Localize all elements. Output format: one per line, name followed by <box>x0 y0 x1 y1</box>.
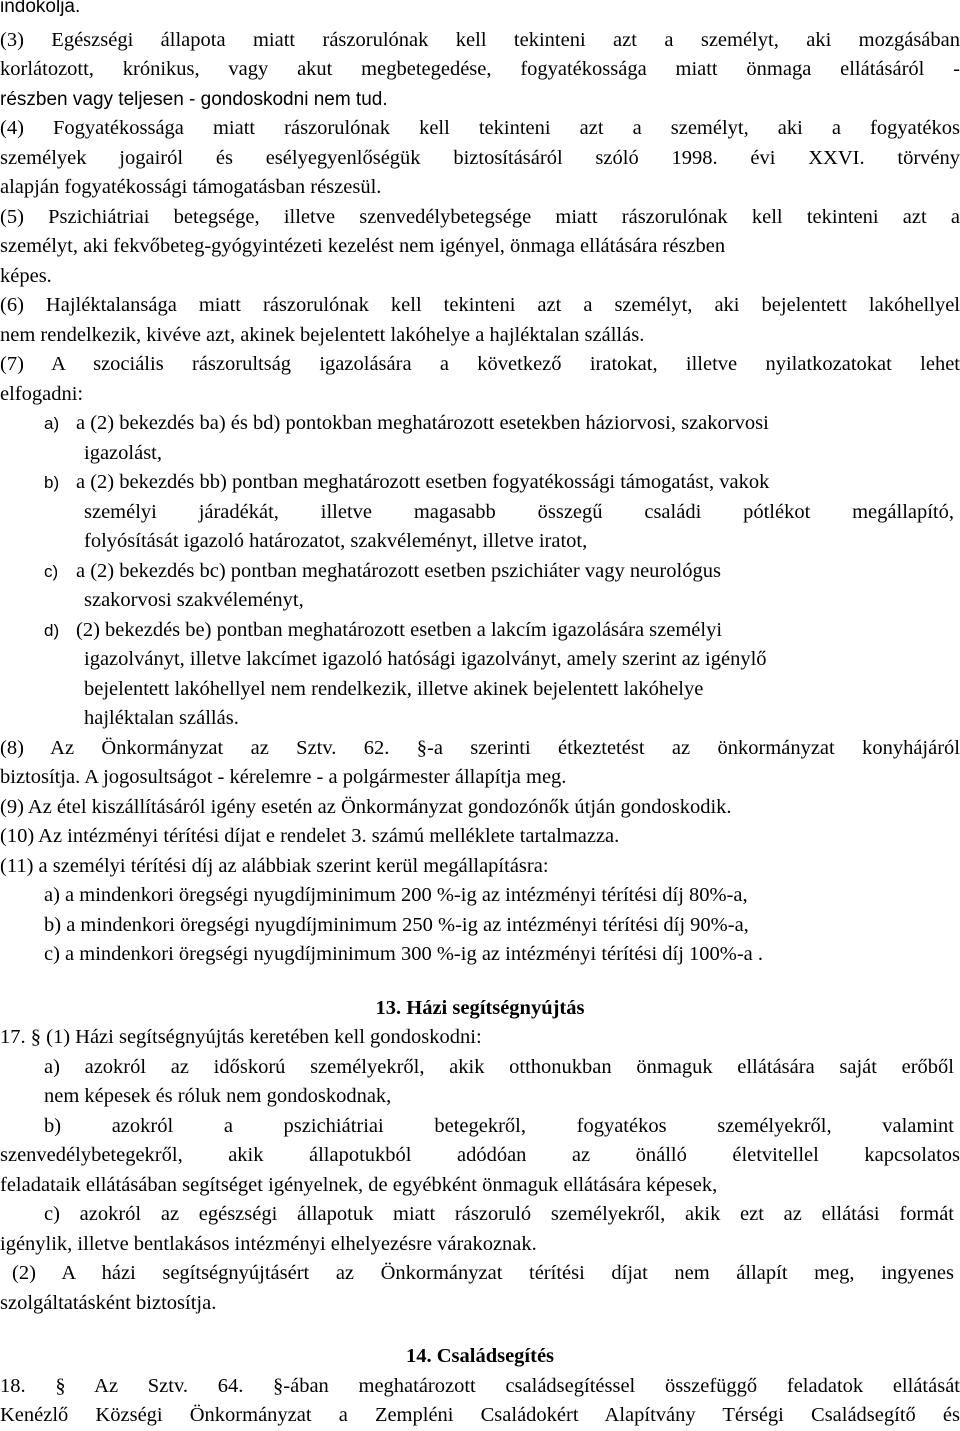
list-item-line: szakorvosi szakvéleményt, <box>84 589 304 611</box>
paragraph-8-line: (8) Az Önkormányzat az Sztv. 62. §-a szerinti étkeztetést az önkormányzat konyhájáról <box>0 737 960 759</box>
list-label: c) <box>44 562 59 581</box>
section-heading-14: 14. Családsegítés <box>405 1345 555 1367</box>
list-item-text: (2) bekezdés be) pontban meghatározott esetben a lakcím igazolására személyi <box>76 619 723 641</box>
paragraph-8-line: biztosítja. A jogosultságot - kérelemre - a polgármester állapítja meg. <box>0 766 567 788</box>
section-17-line: szenvedélybetegekről, akik állapotukból adódóan az önálló életvitellel kapcsolatos <box>0 1144 960 1166</box>
section-17-line: (2) A házi segítségnyújtásért az Önkormányzat térítési díjat nem állapít meg, ingyenes <box>12 1262 954 1284</box>
paragraph-5-line: személyt, aki fekvőbeteg-gyógyintézeti kezelést nem igényel, önmaga ellátására részben <box>0 235 726 257</box>
section-18-line: Kenézlő Községi Önkormányzat a Zempléni Családokért Alapítvány Térségi Családsegítő és <box>0 1404 960 1426</box>
paragraph-6-line: nem rendelkezik, kivéve azt, akinek bejelentett lakóhelye a hajléktalan szállás. <box>0 324 645 346</box>
section-17-line: c) azokról az egészségi állapotuk miatt rászoruló személyekről, akik ezt az ellátási formát <box>44 1203 954 1225</box>
paragraph-9-line: (9) Az étel kiszállításáról igény esetén az Önkormányzat gondozónők útján gondoskodik. <box>0 796 732 818</box>
list-item-line: igazolványt, illetve lakcímet igazoló hatósági igazolványt, amely szerint az igénylő <box>84 648 767 670</box>
section-17-line: igénylik, illetve bentlakásos intézményi elhelyezésre várakoznak. <box>0 1233 537 1255</box>
list-item-a <box>44 409 954 439</box>
list-item-c <box>44 557 954 587</box>
fee-item-b: b) a mindenkori öregségi nyugdíjminimum 250 %-ig az intézményi térítési díj 90%-a, <box>44 914 749 936</box>
paragraph-4-line: (4) Fogyatékossága miatt rászorulónak kell tekinteni azt a személyt, aki a fogyatékos <box>0 117 960 139</box>
paragraph-7-line: (7) A szociális rászorultság igazolására a következő iratokat, illetve nyilatkozatokat lehet <box>0 353 960 375</box>
section-17-line: 17. § (1) Házi segítségnyújtás keretében kell gondoskodni: <box>0 1026 482 1048</box>
list-label: b) <box>44 473 60 492</box>
paragraph-5-line: (5) Pszichiátriai betegsége, illetve szenvedélybetegsége miatt rászorulónak kell tekinteni azt a <box>0 206 960 228</box>
paragraph-7-line: elfogadni: <box>0 383 84 405</box>
paragraph-10-line: (10) Az intézményi térítési díjat e rendelet 3. számú melléklete tartalmazza. <box>0 825 620 847</box>
text-line: indokolja. <box>0 0 81 17</box>
section-18-line: 18. § Az Sztv. 64. §-ában meghatározott családsegítéssel összefüggő feladatok ellátását <box>0 1375 960 1397</box>
list-item-d <box>44 616 954 646</box>
list-item-line: folyósítását igazoló határozatot, szakvéleményt, illetve iratot, <box>84 530 588 552</box>
paragraph-6-line: (6) Hajléktalansága miatt rászorulónak kell tekinteni azt a személyt, aki bejelentett lakóhellyel <box>0 294 960 316</box>
section-heading-13: 13. Házi segítségnyújtás <box>375 997 585 1019</box>
fee-item-c: c) a mindenkori öregségi nyugdíjminimum 300 %-ig az intézményi térítési díj 100%-a . <box>44 943 764 965</box>
section-17-line: a) azokról az időskorú személyekről, akik otthonukban önmaguk ellátására saját erőből <box>44 1056 954 1078</box>
section-17-line: feladataik ellátásában segítséget igényelnek, de egyébként önmaguk ellátására képesek, <box>0 1174 718 1196</box>
section-17-line: nem képesek és róluk nem gondoskodnak, <box>44 1085 392 1107</box>
paragraph-3-line: korlátozott, krónikus, vagy akut megbetegedése, fogyatékossága miatt önmaga ellátásáról - <box>0 58 960 80</box>
paragraph-4-line: személyek jogairól és esélyegyenlőségük biztosításáról szóló 1998. évi XXVI. törvény <box>0 147 960 169</box>
list-item-line: hajléktalan szállás. <box>84 707 239 729</box>
paragraph-11-line: (11) a személyi térítési díj az alábbiak szerint kerül megállapításra: <box>0 855 549 877</box>
paragraph-3-line: részben vagy teljesen - gondoskodni nem tud. <box>0 89 388 110</box>
section-17-line: szolgáltatásként biztosítja. <box>0 1292 217 1314</box>
list-item-text: a (2) bekezdés bb) pontban meghatározott esetben fogyatékossági támogatást, vakok <box>76 471 770 493</box>
list-item-b <box>44 468 954 498</box>
list-item-line: bejelentett lakóhellyel nem rendelkezik, illetve akinek bejelentett lakóhelye <box>84 678 704 700</box>
section-17-line: b) azokról a pszichiátriai betegekről, fogyatékos személyekről, valamint <box>44 1115 954 1137</box>
fee-item-a: a) a mindenkori öregségi nyugdíjminimum 200 %-ig az intézményi térítési díj 80%-a, <box>44 884 748 906</box>
list-item-text: a (2) bekezdés ba) és bd) pontokban meghatározott esetekben háziorvosi, szakorvosi <box>76 412 769 434</box>
list-item-line: igazolást, <box>84 442 162 464</box>
list-item-text: a (2) bekezdés bc) pontban meghatározott esetben pszichiáter vagy neurológus <box>76 560 721 582</box>
list-label: d) <box>44 621 60 640</box>
paragraph-4-line: alapján fogyatékossági támogatásban részesül. <box>0 176 382 198</box>
list-item-line: személyi járadékát, illetve magasabb összegű családi pótlékot megállapító, <box>84 501 954 523</box>
paragraph-3-line: (3) Egészségi állapota miatt rászorulónak kell tekinteni azt a személyt, aki mozgásában <box>0 29 960 51</box>
list-label: a) <box>44 414 60 433</box>
paragraph-5-line: képes. <box>0 265 52 287</box>
